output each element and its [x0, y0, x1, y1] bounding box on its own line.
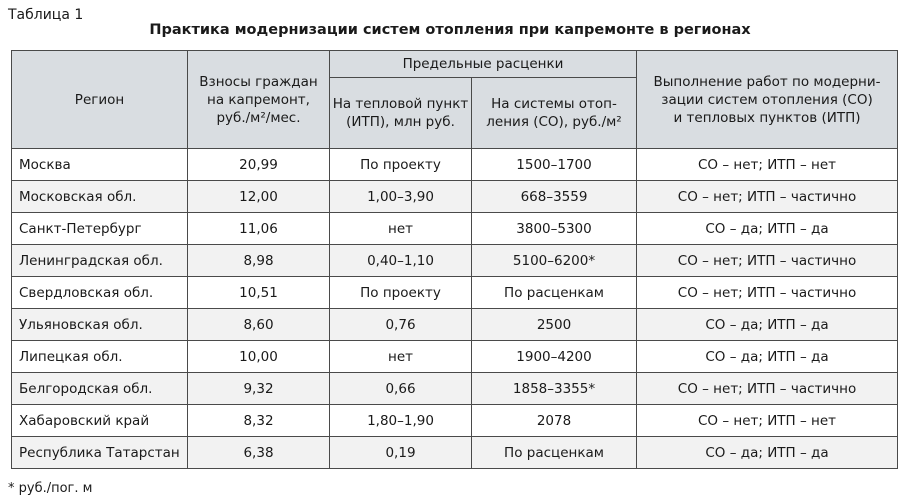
table-number: Таблица 1 — [8, 7, 84, 23]
cell-itp-price: По проекту — [330, 277, 472, 309]
table-row — [12, 373, 898, 405]
table-row — [12, 341, 898, 373]
cell-itp-price: 1,80–1,90 — [330, 405, 472, 437]
cell-contribution: 10,51 — [188, 277, 330, 309]
cell-region: Санкт-Петербург — [12, 213, 188, 245]
cell-contribution: 20,99 — [188, 149, 330, 181]
cell-co-price: 1858–3355* — [472, 373, 637, 405]
cell-itp-price: 0,66 — [330, 373, 472, 405]
cell-co-price: 5100–6200* — [472, 245, 637, 277]
cell-co-price: 3800–5300 — [472, 213, 637, 245]
header-co-price: На системы отоп- ления (СО), руб./м² — [472, 78, 637, 149]
cell-contribution: 6,38 — [188, 437, 330, 469]
cell-works: СО – нет; ИТП – частично — [637, 245, 898, 277]
cell-co-price: 2500 — [472, 309, 637, 341]
cell-co-price: По расценкам — [472, 437, 637, 469]
cell-contribution: 9,32 — [188, 373, 330, 405]
cell-works: СО – да; ИТП – да — [637, 341, 898, 373]
table-row — [12, 309, 898, 341]
cell-itp-price: 0,76 — [330, 309, 472, 341]
cell-region: Ульяновская обл. — [12, 309, 188, 341]
header-works: Выполнение работ по модерни- зации систем отопления (СО) и тепловых пунктов (ИТП) — [637, 51, 898, 149]
cell-region: Ленинградская обл. — [12, 245, 188, 277]
table-row — [12, 277, 898, 309]
cell-co-price: 1500–1700 — [472, 149, 637, 181]
table-row — [12, 149, 898, 181]
cell-contribution: 11,06 — [188, 213, 330, 245]
footnote: * руб./пог. м — [8, 481, 93, 496]
cell-works: СО – да; ИТП – да — [637, 437, 898, 469]
table-row — [12, 213, 898, 245]
table-row — [12, 437, 898, 469]
cell-region: Республика Татарстан — [12, 437, 188, 469]
cell-co-price: 1900–4200 — [472, 341, 637, 373]
cell-region: Московская обл. — [12, 181, 188, 213]
cell-works: СО – нет; ИТП – частично — [637, 181, 898, 213]
cell-works: СО – нет; ИТП – частично — [637, 373, 898, 405]
cell-itp-price: 1,00–3,90 — [330, 181, 472, 213]
cell-contribution: 8,98 — [188, 245, 330, 277]
cell-itp-price: нет — [330, 213, 472, 245]
cell-itp-price: нет — [330, 341, 472, 373]
cell-region: Хабаровский край — [12, 405, 188, 437]
cell-co-price: По расценкам — [472, 277, 637, 309]
cell-contribution: 12,00 — [188, 181, 330, 213]
header-limit-prices: Предельные расценки — [330, 51, 637, 78]
cell-contribution: 10,00 — [188, 341, 330, 373]
header-region: Регион — [12, 51, 188, 149]
cell-itp-price: По проекту — [330, 149, 472, 181]
cell-works: СО – да; ИТП – да — [637, 213, 898, 245]
table-row — [12, 245, 898, 277]
cell-itp-price: 0,19 — [330, 437, 472, 469]
table-title: Практика модернизации систем отопления при капремонте в регионах — [149, 22, 751, 38]
cell-works: СО – нет; ИТП – нет — [637, 149, 898, 181]
cell-region: Свердловская обл. — [12, 277, 188, 309]
header-contribution: Взносы граждан на капремонт, руб./м²/мес. — [188, 51, 330, 149]
table-row — [12, 181, 898, 213]
cell-contribution: 8,32 — [188, 405, 330, 437]
header-itp-price: На тепловой пункт (ИТП), млн руб. — [330, 78, 472, 149]
cell-contribution: 8,60 — [188, 309, 330, 341]
table-row — [12, 405, 898, 437]
cell-region: Белгородская обл. — [12, 373, 188, 405]
cell-co-price: 2078 — [472, 405, 637, 437]
cell-works: СО – да; ИТП – да — [637, 309, 898, 341]
cell-region: Липецкая обл. — [12, 341, 188, 373]
cell-region: Москва — [12, 149, 188, 181]
cell-co-price: 668–3559 — [472, 181, 637, 213]
cell-works: СО – нет; ИТП – нет — [637, 405, 898, 437]
cell-itp-price: 0,40–1,10 — [330, 245, 472, 277]
cell-works: СО – нет; ИТП – частично — [637, 277, 898, 309]
data-table — [11, 50, 898, 469]
